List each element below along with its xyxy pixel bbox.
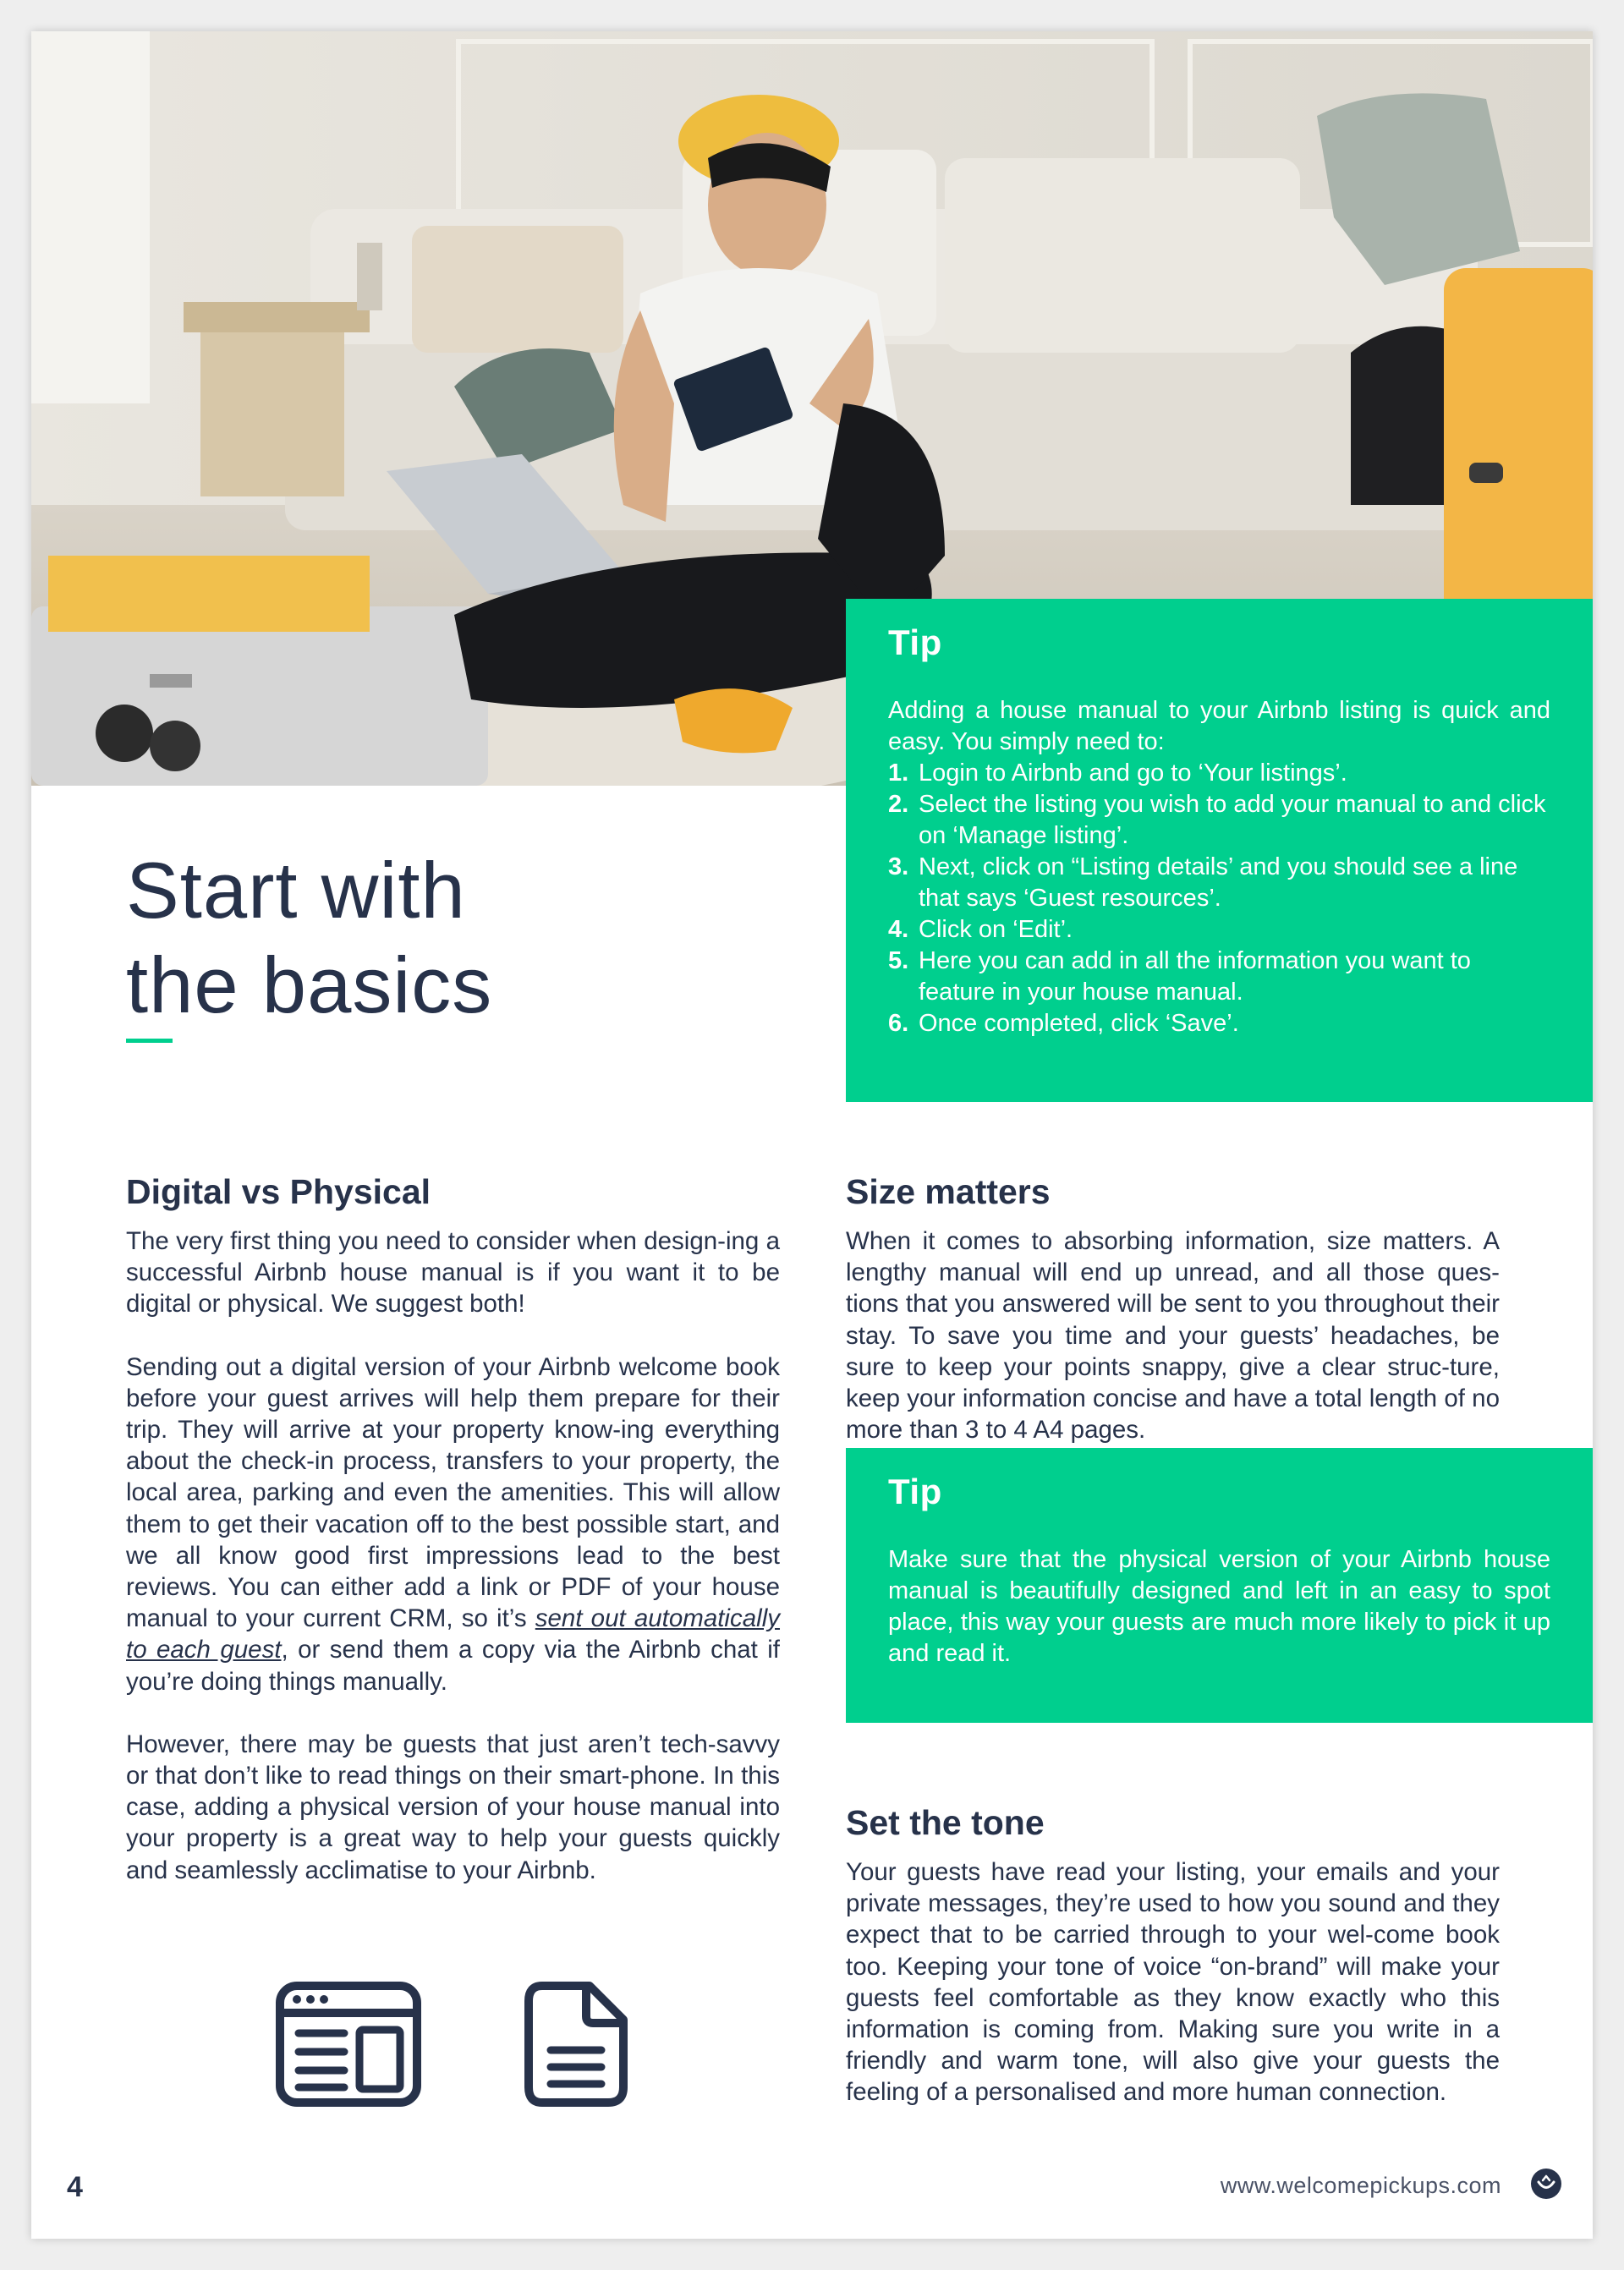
tip-step: 3. Next, click on “Listing details’ and you should see a line that says ‘Guest resources’. <box>888 853 1518 912</box>
browser-window-icon <box>275 1981 422 2112</box>
page-number: 4 <box>67 2171 83 2203</box>
tip-step: 2. Select the listing you wish to add your manual to and click on ‘Manage listing’. <box>888 791 1546 849</box>
section-heading: Size matters <box>846 1172 1051 1211</box>
paragraph: Sending out a digital version of your Airbnb welcome book before your guest arrives will help them prepare for their trip. They will arrive at your property know-ing everything about the check-in process, transfers to your property, the local area, parking and even the amenities. This will allow them to get their vacation off to the best possible start, and we all know good first impressions lead to the best reviews. You can either add a link or PDF of your house manual to your current CRM, so it’s sent out automatically to each guest, or send them a copy via the Airbnb chat if you’re doing things manually. <box>126 1352 781 1696</box>
paragraph: When it comes to absorbing information, size matters. A lengthy manual will end up unread, and all those ques-tions that you answered will be sent to you throughout their stay. To save you time and your guests’ headaches, be sure to keep your points snappy, give a clear struc-ture, keep your information concise and have a total length of no more than 3 to 4 A4 pages. <box>846 1227 1500 1445</box>
tip-step: 1. Login to Airbnb and go to ‘Your listings’. <box>888 759 1347 787</box>
section-size-matters <box>846 1172 1500 1445</box>
tip-title: Tip <box>888 622 942 662</box>
title-accent-bar <box>126 1039 173 1043</box>
paragraph: Your guests have read your listing, your emails and your private messages, they’re used to how you sound and they expect that to be carried through to your wel-come book too. Keeping your tone of voice “on-brand” will make your guests feel comfortable as they know exactly who this information is coming from. Making sure you write in a friendly and warm tone, will also give your guests the feeling of a personalised and more human connection. <box>846 1858 1500 2107</box>
tip-box-listing-steps <box>846 599 1593 1102</box>
tip-step: 4. Click on ‘Edit’. <box>888 916 1073 943</box>
document-icon <box>524 1981 628 2112</box>
page <box>31 31 1593 2239</box>
tip-text: Make sure that the physical version of your Airbnb house manual is beautifully designed and left in an easy to spot place, this way your guests are much more likely to pick it up and read it. <box>888 1546 1550 1667</box>
tip-intro: Adding a house manual to your Airbnb listing is quick and easy. You simply need to: <box>888 697 1550 755</box>
footer-url-link[interactable]: www.welcomepickups.com <box>1220 2173 1501 2198</box>
crm-link[interactable]: sent out automatically to each guest <box>126 1604 781 1664</box>
tip-title: Tip <box>888 1472 942 1511</box>
tip-step: 5. Here you can add in all the information you want to feature in your house manual. <box>888 947 1471 1006</box>
tip-box-physical-version <box>846 1448 1593 1723</box>
section-set-the-tone <box>846 1803 1500 2108</box>
section-heading: Set the tone <box>846 1803 1045 1842</box>
paragraph: The very first thing you need to consider when design-ing a successful Airbnb house manual is if you want it to be digital or physical. We suggest both! <box>126 1227 780 1319</box>
welcomepickups-logo-icon <box>1530 2168 1562 2200</box>
page-title: Start with the basics <box>126 846 493 1029</box>
tip-step: 6. Once completed, click ‘Save’. <box>888 1010 1239 1037</box>
paragraph: However, there may be guests that just aren’t tech-savvy or that don’t like to read things on their smart-phone. In this case, adding a physical version of your house manual into your property is a great way to help your guests quickly and seamlessly acclimatise to your Airbnb. <box>126 1730 780 1884</box>
section-heading: Digital vs Physical <box>126 1172 431 1211</box>
tip-steps-list <box>888 758 1550 1039</box>
section-digital-vs-physical <box>126 1172 780 1886</box>
